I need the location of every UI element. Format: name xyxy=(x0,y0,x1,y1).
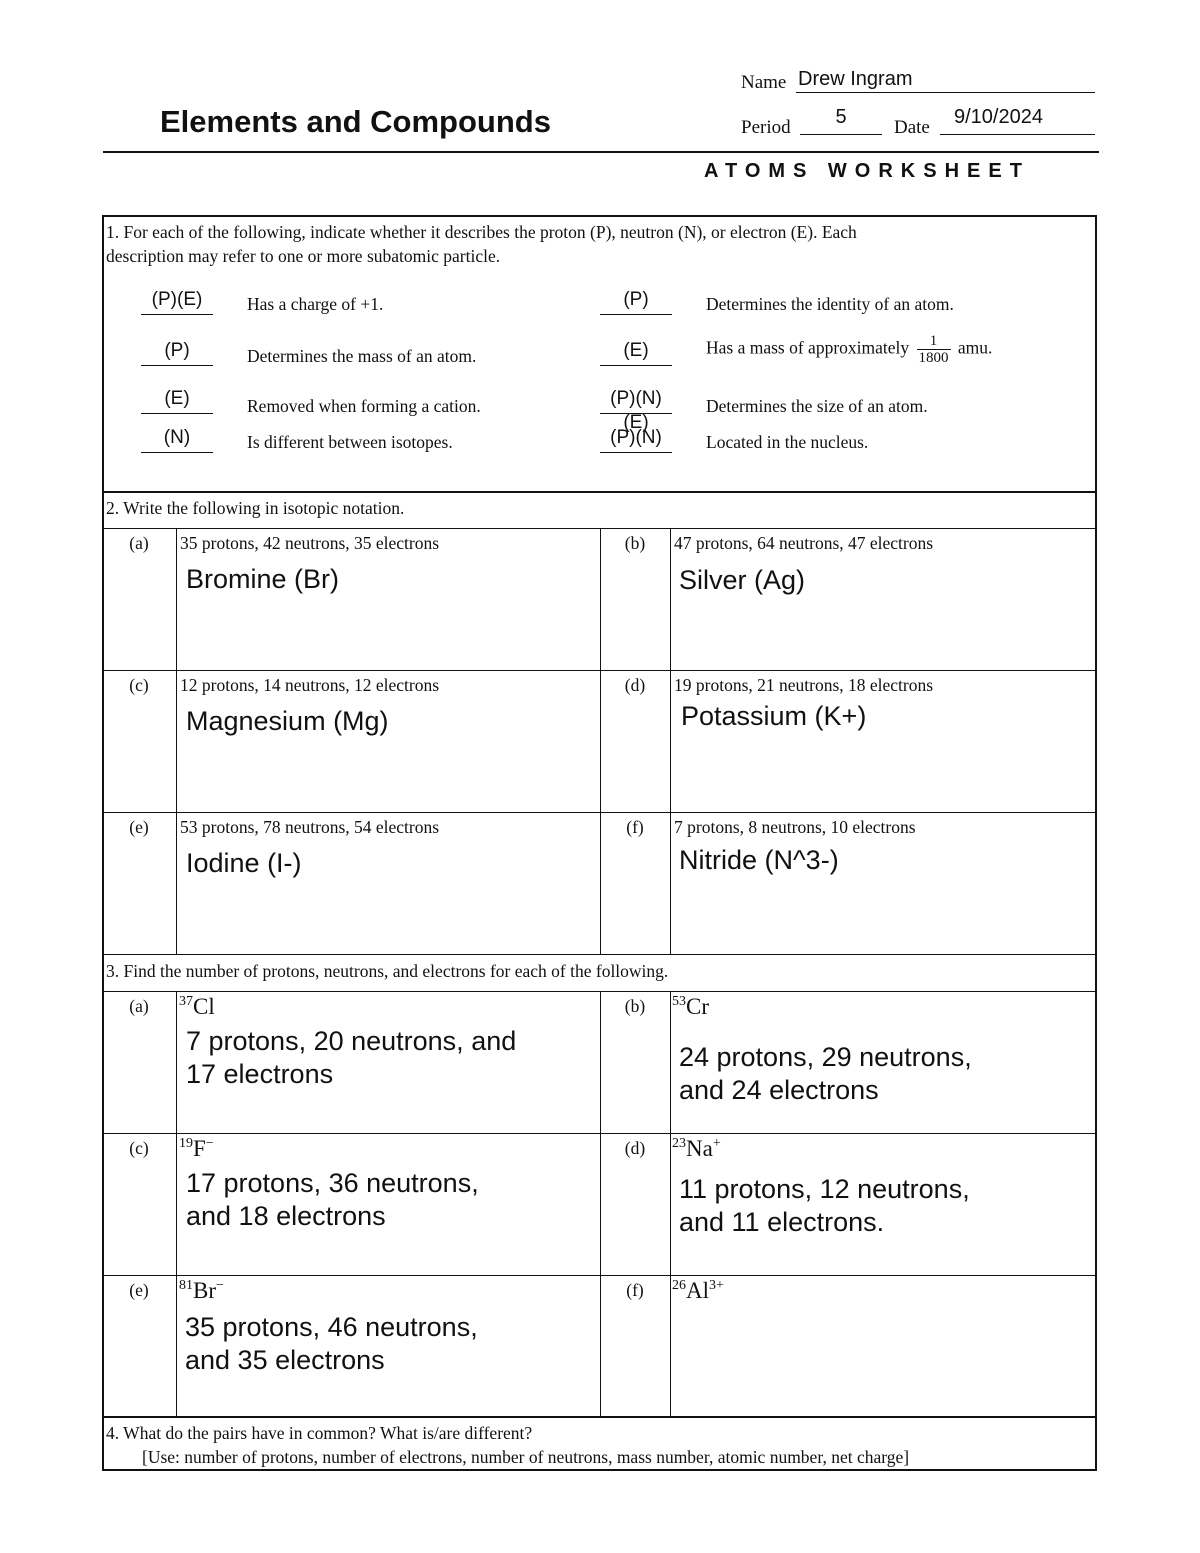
q1-answer-value: (P)(N) xyxy=(610,427,662,448)
q2-prompt: 2. Write the following in isotopic notation. xyxy=(106,498,405,518)
q1-answer-value: (E) xyxy=(623,340,649,361)
q2-answer[interactable]: Potassium (K+) xyxy=(681,701,867,731)
q1-description: Determines the identity of an atom. xyxy=(706,294,954,314)
q3-answer[interactable] xyxy=(679,1311,1087,1411)
isotope-symbol xyxy=(179,1136,214,1162)
header-rule xyxy=(103,151,1099,153)
q2-cell-prompt: 12 protons, 14 neutrons, 12 electrons xyxy=(180,675,440,695)
isotope-charge: − xyxy=(205,1136,214,1151)
isotope-symbol xyxy=(672,1136,721,1162)
q3-answer[interactable]: 24 protons, 29 neutrons, and 24 electrons xyxy=(679,1042,972,1105)
q1-description: Has a mass of approximately xyxy=(706,337,910,358)
q4-prompt-line2: [Use: number of protons, number of electrons, number of neutrons, mass number, atomic number, net charge] xyxy=(142,1447,910,1467)
divider-q2 xyxy=(102,491,1095,493)
q1-answer-value: (P)(N)(E) xyxy=(610,388,662,433)
q1-answer-value: (P) xyxy=(623,289,649,310)
q2-answer[interactable]: Iodine (I-) xyxy=(186,848,302,878)
q3-letter: (a) xyxy=(129,996,149,1016)
q3-answer[interactable]: 7 protons, 20 neutrons, and 17 electrons xyxy=(186,1026,517,1089)
isotope-charge: − xyxy=(216,1278,224,1293)
q3-answer[interactable]: 11 protons, 12 neutrons, and 11 electrons. xyxy=(679,1174,970,1237)
grid-vline xyxy=(600,528,601,954)
isotope-mass: 23 xyxy=(672,1136,686,1151)
divider-q2-row3 xyxy=(102,812,1095,813)
divider-q3-grid-top xyxy=(102,991,1095,992)
isotope-charge: 3+ xyxy=(709,1278,724,1293)
isotope-symbol xyxy=(672,1278,724,1304)
worksheet-title: Elements and Compounds xyxy=(160,104,551,139)
divider-q3-row2 xyxy=(102,1133,1095,1134)
isotope-mass: 81 xyxy=(179,1278,193,1293)
isotope-symbol xyxy=(672,994,709,1020)
q2-letter: (b) xyxy=(624,533,646,553)
q1-description-mass xyxy=(706,333,992,366)
date-label: Date xyxy=(894,117,930,138)
q1-answer-blank[interactable] xyxy=(600,339,672,366)
fraction-numerator: 1 xyxy=(917,333,951,350)
q1-answer-blank[interactable] xyxy=(600,288,672,315)
q1-answer-blank[interactable] xyxy=(600,387,672,433)
q3-letter: (d) xyxy=(624,1138,646,1158)
q1-description: Determines the mass of an atom. xyxy=(247,346,477,366)
q1-prompt-line2: description may refer to one or more subatomic particle. xyxy=(106,246,501,266)
period-value: 5 xyxy=(835,106,847,128)
isotope-mass: 53 xyxy=(672,994,686,1009)
q1-answer-value: (P)(E) xyxy=(151,289,203,310)
q1-description: Located in the nucleus. xyxy=(706,432,869,452)
q1-answer-value: (E) xyxy=(164,388,190,409)
isotope-mass: 37 xyxy=(179,994,193,1009)
worksheet-subtitle: ATOMS WORKSHEET xyxy=(704,160,1030,182)
q2-cell-prompt: 53 protons, 78 neutrons, 54 electrons xyxy=(180,817,440,837)
q4-prompt-line1: 4. What do the pairs have in common? What is/are different? xyxy=(106,1423,533,1443)
grid-vline xyxy=(670,991,671,1416)
q2-cell-prompt: 19 protons, 21 neutrons, 18 electrons xyxy=(674,675,934,695)
q2-answer[interactable]: Magnesium (Mg) xyxy=(186,706,389,736)
grid-vline xyxy=(176,528,177,954)
q1-prompt xyxy=(106,220,1091,268)
q3-letter: (c) xyxy=(129,1138,149,1158)
q2-answer[interactable]: Bromine (Br) xyxy=(186,564,340,594)
element-symbol: Cr xyxy=(686,994,709,1019)
q1-description: Determines the size of an atom. xyxy=(706,396,928,416)
q1-prompt-line1: 1. For each of the following, indicate whether it describes the proton (P), neutron (N), or electron (E). Each xyxy=(106,222,857,242)
q1-description: Is different between isotopes. xyxy=(247,432,453,452)
q3-answer[interactable]: 17 protons, 36 neutrons, and 18 electrons xyxy=(186,1168,479,1231)
divider-q3 xyxy=(102,954,1095,955)
q2-answer[interactable]: Nitride (N^3-) xyxy=(679,845,839,875)
q2-letter: (d) xyxy=(624,675,646,695)
grid-vline xyxy=(176,991,177,1416)
q2-cell-prompt: 7 protons, 8 neutrons, 10 electrons xyxy=(674,817,916,837)
q1-description: Has a charge of +1. xyxy=(247,294,384,314)
divider-q3-row3 xyxy=(102,1275,1095,1276)
q1-answer-blank[interactable] xyxy=(141,387,213,414)
q2-letter: (c) xyxy=(129,675,149,695)
q3-letter: (f) xyxy=(626,1280,644,1300)
isotope-symbol xyxy=(179,1278,224,1304)
name-label: Name xyxy=(741,72,787,93)
q1-description-unit: amu. xyxy=(957,337,993,358)
q2-answer[interactable]: Silver (Ag) xyxy=(679,565,806,595)
divider-q2-row2 xyxy=(102,670,1095,671)
element-symbol: Al xyxy=(686,1278,709,1303)
isotope-charge: + xyxy=(712,1136,721,1151)
grid-vline xyxy=(600,991,601,1416)
q2-letter: (a) xyxy=(129,533,149,553)
q2-letter: (e) xyxy=(129,817,149,837)
element-symbol: Cl xyxy=(193,994,215,1019)
period-label: Period xyxy=(741,117,791,138)
q1-description: Removed when forming a cation. xyxy=(247,396,481,416)
isotope-mass: 26 xyxy=(672,1278,686,1293)
divider-q4 xyxy=(102,1416,1095,1418)
date-value: 9/10/2024 xyxy=(954,106,1043,128)
name-field[interactable] xyxy=(796,66,1095,93)
q2-cell-prompt: 35 protons, 42 neutrons, 35 electrons xyxy=(180,533,440,553)
divider-q2-grid-top xyxy=(102,528,1095,529)
element-symbol: F xyxy=(193,1136,206,1161)
fraction xyxy=(917,333,951,366)
isotope-symbol xyxy=(179,994,215,1020)
fraction-denominator: 1800 xyxy=(918,350,949,366)
date-field[interactable] xyxy=(940,106,1095,135)
grid-vline xyxy=(670,528,671,954)
element-symbol: Br xyxy=(193,1278,216,1303)
q3-letter: (e) xyxy=(129,1280,149,1300)
name-value: Drew Ingram xyxy=(798,68,913,90)
period-field[interactable] xyxy=(800,106,882,135)
q1-answer-blank[interactable] xyxy=(141,288,213,315)
q1-answer-value: (N) xyxy=(163,427,191,448)
q1-answer-value: (P) xyxy=(164,340,190,361)
element-symbol: Na xyxy=(686,1136,713,1161)
q1-answer-blank[interactable] xyxy=(141,339,213,366)
q2-cell-prompt: 47 protons, 64 neutrons, 47 electrons xyxy=(674,533,934,553)
q2-letter: (f) xyxy=(626,817,644,837)
q1-answer-blank[interactable] xyxy=(600,426,672,453)
q1-answer-blank[interactable] xyxy=(141,426,213,453)
isotope-mass: 19 xyxy=(179,1136,193,1151)
q3-prompt: 3. Find the number of protons, neutrons, and electrons for each of the following. xyxy=(106,961,669,981)
q3-letter: (b) xyxy=(624,996,646,1016)
q4-prompt xyxy=(106,1421,1094,1469)
q3-answer[interactable]: 35 protons, 46 neutrons, and 35 electrons xyxy=(185,1312,478,1375)
